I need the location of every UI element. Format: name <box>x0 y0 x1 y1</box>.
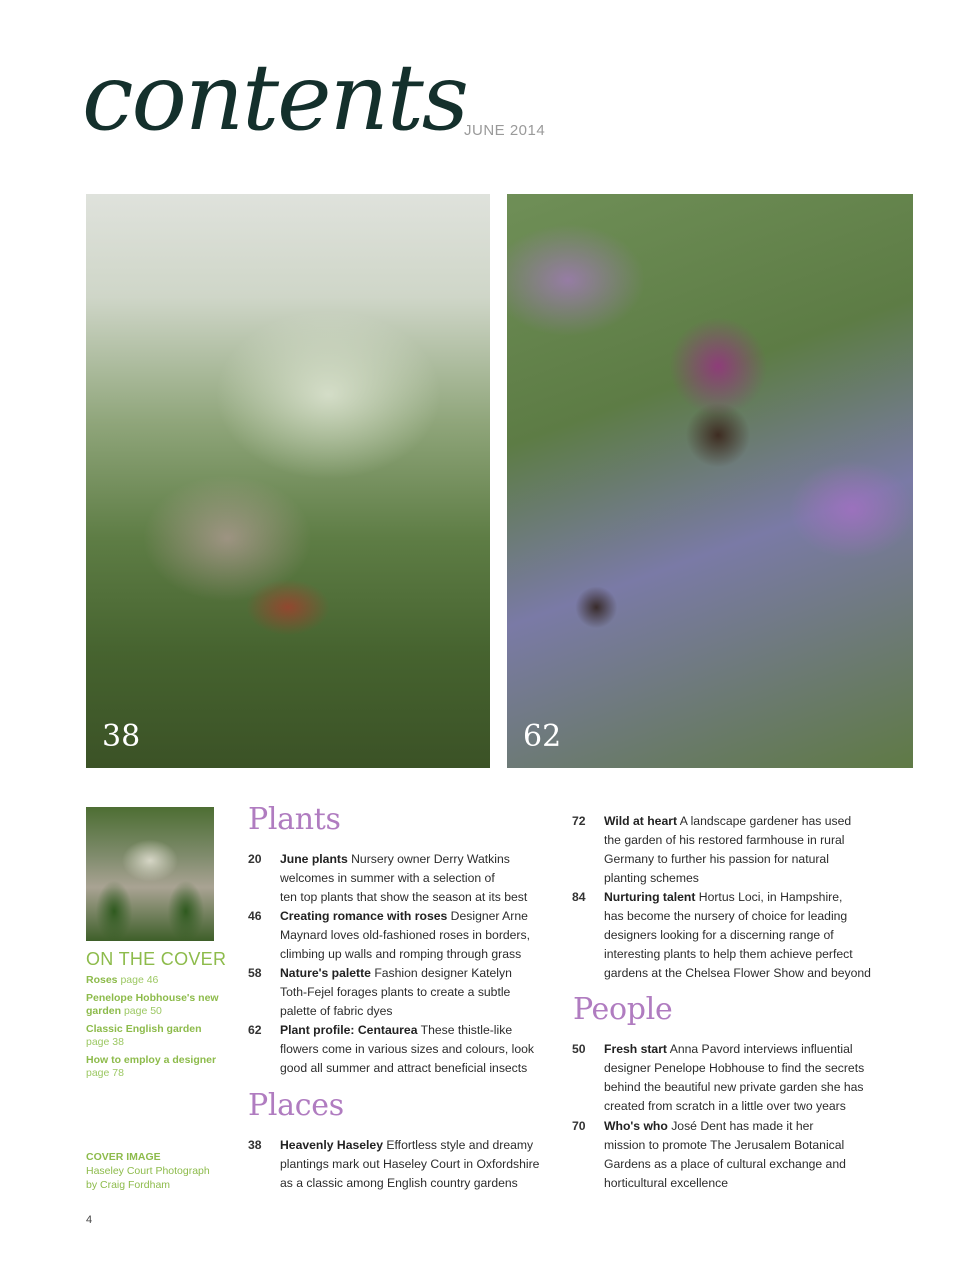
toc-text <box>604 1040 874 1116</box>
toc-page-number: 20 <box>248 852 262 866</box>
section-heading-people: People <box>573 992 673 1027</box>
cover-thumbnail <box>86 807 214 941</box>
toc-entry <box>572 1117 872 1193</box>
toc-entry <box>248 1021 548 1078</box>
toc-title: Creating romance with roses <box>280 909 448 923</box>
toc-page-number: 72 <box>572 814 586 828</box>
toc-description-line: Maynard loves old-fashioned roses in borders, <box>280 928 530 942</box>
toc-description-line: the garden of his restored farmhouse in rural <box>604 833 845 847</box>
toc-page-number: 58 <box>248 966 262 980</box>
issue-date: JUNE 2014 <box>464 122 546 139</box>
toc-description-line: Designer Arne <box>447 909 528 923</box>
toc-page-number: 46 <box>248 909 262 923</box>
toc-description-line: planting schemes <box>604 871 699 885</box>
toc-description-line: A landscape gardener has used <box>677 814 852 828</box>
toc-title: Fresh start <box>604 1042 667 1056</box>
toc-description-line: good all summer and attract beneficial insects <box>280 1061 528 1075</box>
toc-page-number: 84 <box>572 890 586 904</box>
toc-title: Heavenly Haseley <box>280 1138 383 1152</box>
centaurea-photo <box>507 194 913 768</box>
photo-page-number: 38 <box>102 719 141 754</box>
photo-page-number: 62 <box>523 719 562 754</box>
toc-description-line: Germany to further his passion for natural <box>604 852 829 866</box>
toc-text <box>604 1117 874 1193</box>
toc-description-line: Nursery owner Derry Watkins <box>347 852 510 866</box>
cover-list <box>86 974 226 1085</box>
toc-description-line: Effortless style and dreamy <box>383 1138 534 1152</box>
toc-description-line: climbing up walls and romping through grass <box>280 947 522 961</box>
toc-description-line: welcomes in summer with a selection of <box>280 871 495 885</box>
page-number: 4 <box>86 1214 93 1226</box>
toc-text <box>604 888 874 983</box>
toc-description-line: These thistle-like <box>417 1023 513 1037</box>
toc-description-line: José Dent has made it her <box>667 1119 814 1133</box>
toc-text <box>280 1021 550 1078</box>
toc-text <box>280 964 550 1021</box>
toc-description-line: interesting plants to help them achieve perfect <box>604 947 853 961</box>
toc-entry <box>248 964 548 1021</box>
toc-description-line: Hortus Loci, in Hampshire, <box>695 890 843 904</box>
toc-description-line: designers looking for a discerning range of <box>604 928 834 942</box>
toc-page-number: 70 <box>572 1119 586 1133</box>
toc-title: Nurturing talent <box>604 890 696 904</box>
toc-title: Wild at heart <box>604 814 678 828</box>
cover-item: How to employ a designer page 78 <box>86 1054 217 1079</box>
toc-page-number: 62 <box>248 1023 262 1037</box>
toc-description-line: ten top plants that show the season at its best <box>280 890 528 904</box>
toc-description-line: Fashion designer Katelyn <box>370 966 512 980</box>
toc-description-line: created from scratch in a little over two years <box>604 1099 846 1113</box>
toc-description-line: mission to promote The Jerusalem Botanical <box>604 1138 845 1152</box>
cover-item: Roses page 46 <box>86 974 159 986</box>
toc-description-line: flowers come in various sizes and colours, look <box>280 1042 535 1056</box>
toc-entry <box>248 1136 548 1193</box>
toc-page-number: 38 <box>248 1138 262 1152</box>
toc-page-number: 50 <box>572 1042 586 1056</box>
toc-entry <box>572 1040 872 1116</box>
section-heading-plants: Plants <box>248 802 341 837</box>
toc-entry <box>572 812 872 888</box>
toc-text <box>280 1136 550 1193</box>
toc-description-line: horticultural excellence <box>604 1176 728 1190</box>
toc-description-line: has become the nursery of choice for leading <box>604 909 848 923</box>
toc-description-line: gardens at the Chelsea Flower Show and beyond <box>604 966 871 980</box>
toc-text <box>604 812 874 888</box>
toc-entry <box>248 850 548 907</box>
toc-description-line: behind the beautiful new private garden she has <box>604 1080 864 1094</box>
toc-title: Plant profile: Centaurea <box>280 1023 418 1037</box>
toc-title: June plants <box>280 852 348 866</box>
toc-description-line: Anna Pavord interviews influential <box>667 1042 853 1056</box>
toc-description-line: Toth-Fejel forages plants to create a subtle <box>280 985 511 999</box>
toc-description-line: palette of fabric dyes <box>280 1004 393 1018</box>
toc-text <box>280 907 550 964</box>
toc-description-line: as a classic among English country gardens <box>280 1176 518 1190</box>
toc-text <box>280 850 550 907</box>
toc-description-line: Gardens as a place of cultural exchange and <box>604 1157 846 1171</box>
on-the-cover-heading: ON THE COVER <box>86 949 227 969</box>
garden-photo <box>86 194 490 768</box>
toc-title: Nature's palette <box>280 966 371 980</box>
section-heading-places: Places <box>248 1088 344 1123</box>
cover-item: Classic English garden page 38 <box>86 1023 202 1048</box>
toc-entry <box>572 888 872 983</box>
toc-description-line: designer Penelope Hobhouse to find the secrets <box>604 1061 865 1075</box>
cover-image-credit: COVER IMAGE Haseley Court Photograph by Craig Fordham <box>86 1151 210 1191</box>
toc-title: Who's who <box>604 1119 668 1133</box>
page-title: contents <box>82 44 468 151</box>
toc-entry <box>248 907 548 964</box>
toc-description-line: plantings mark out Haseley Court in Oxfordshire <box>280 1157 540 1171</box>
cover-item: Penelope Hobhouse's new garden page 50 <box>86 992 219 1017</box>
